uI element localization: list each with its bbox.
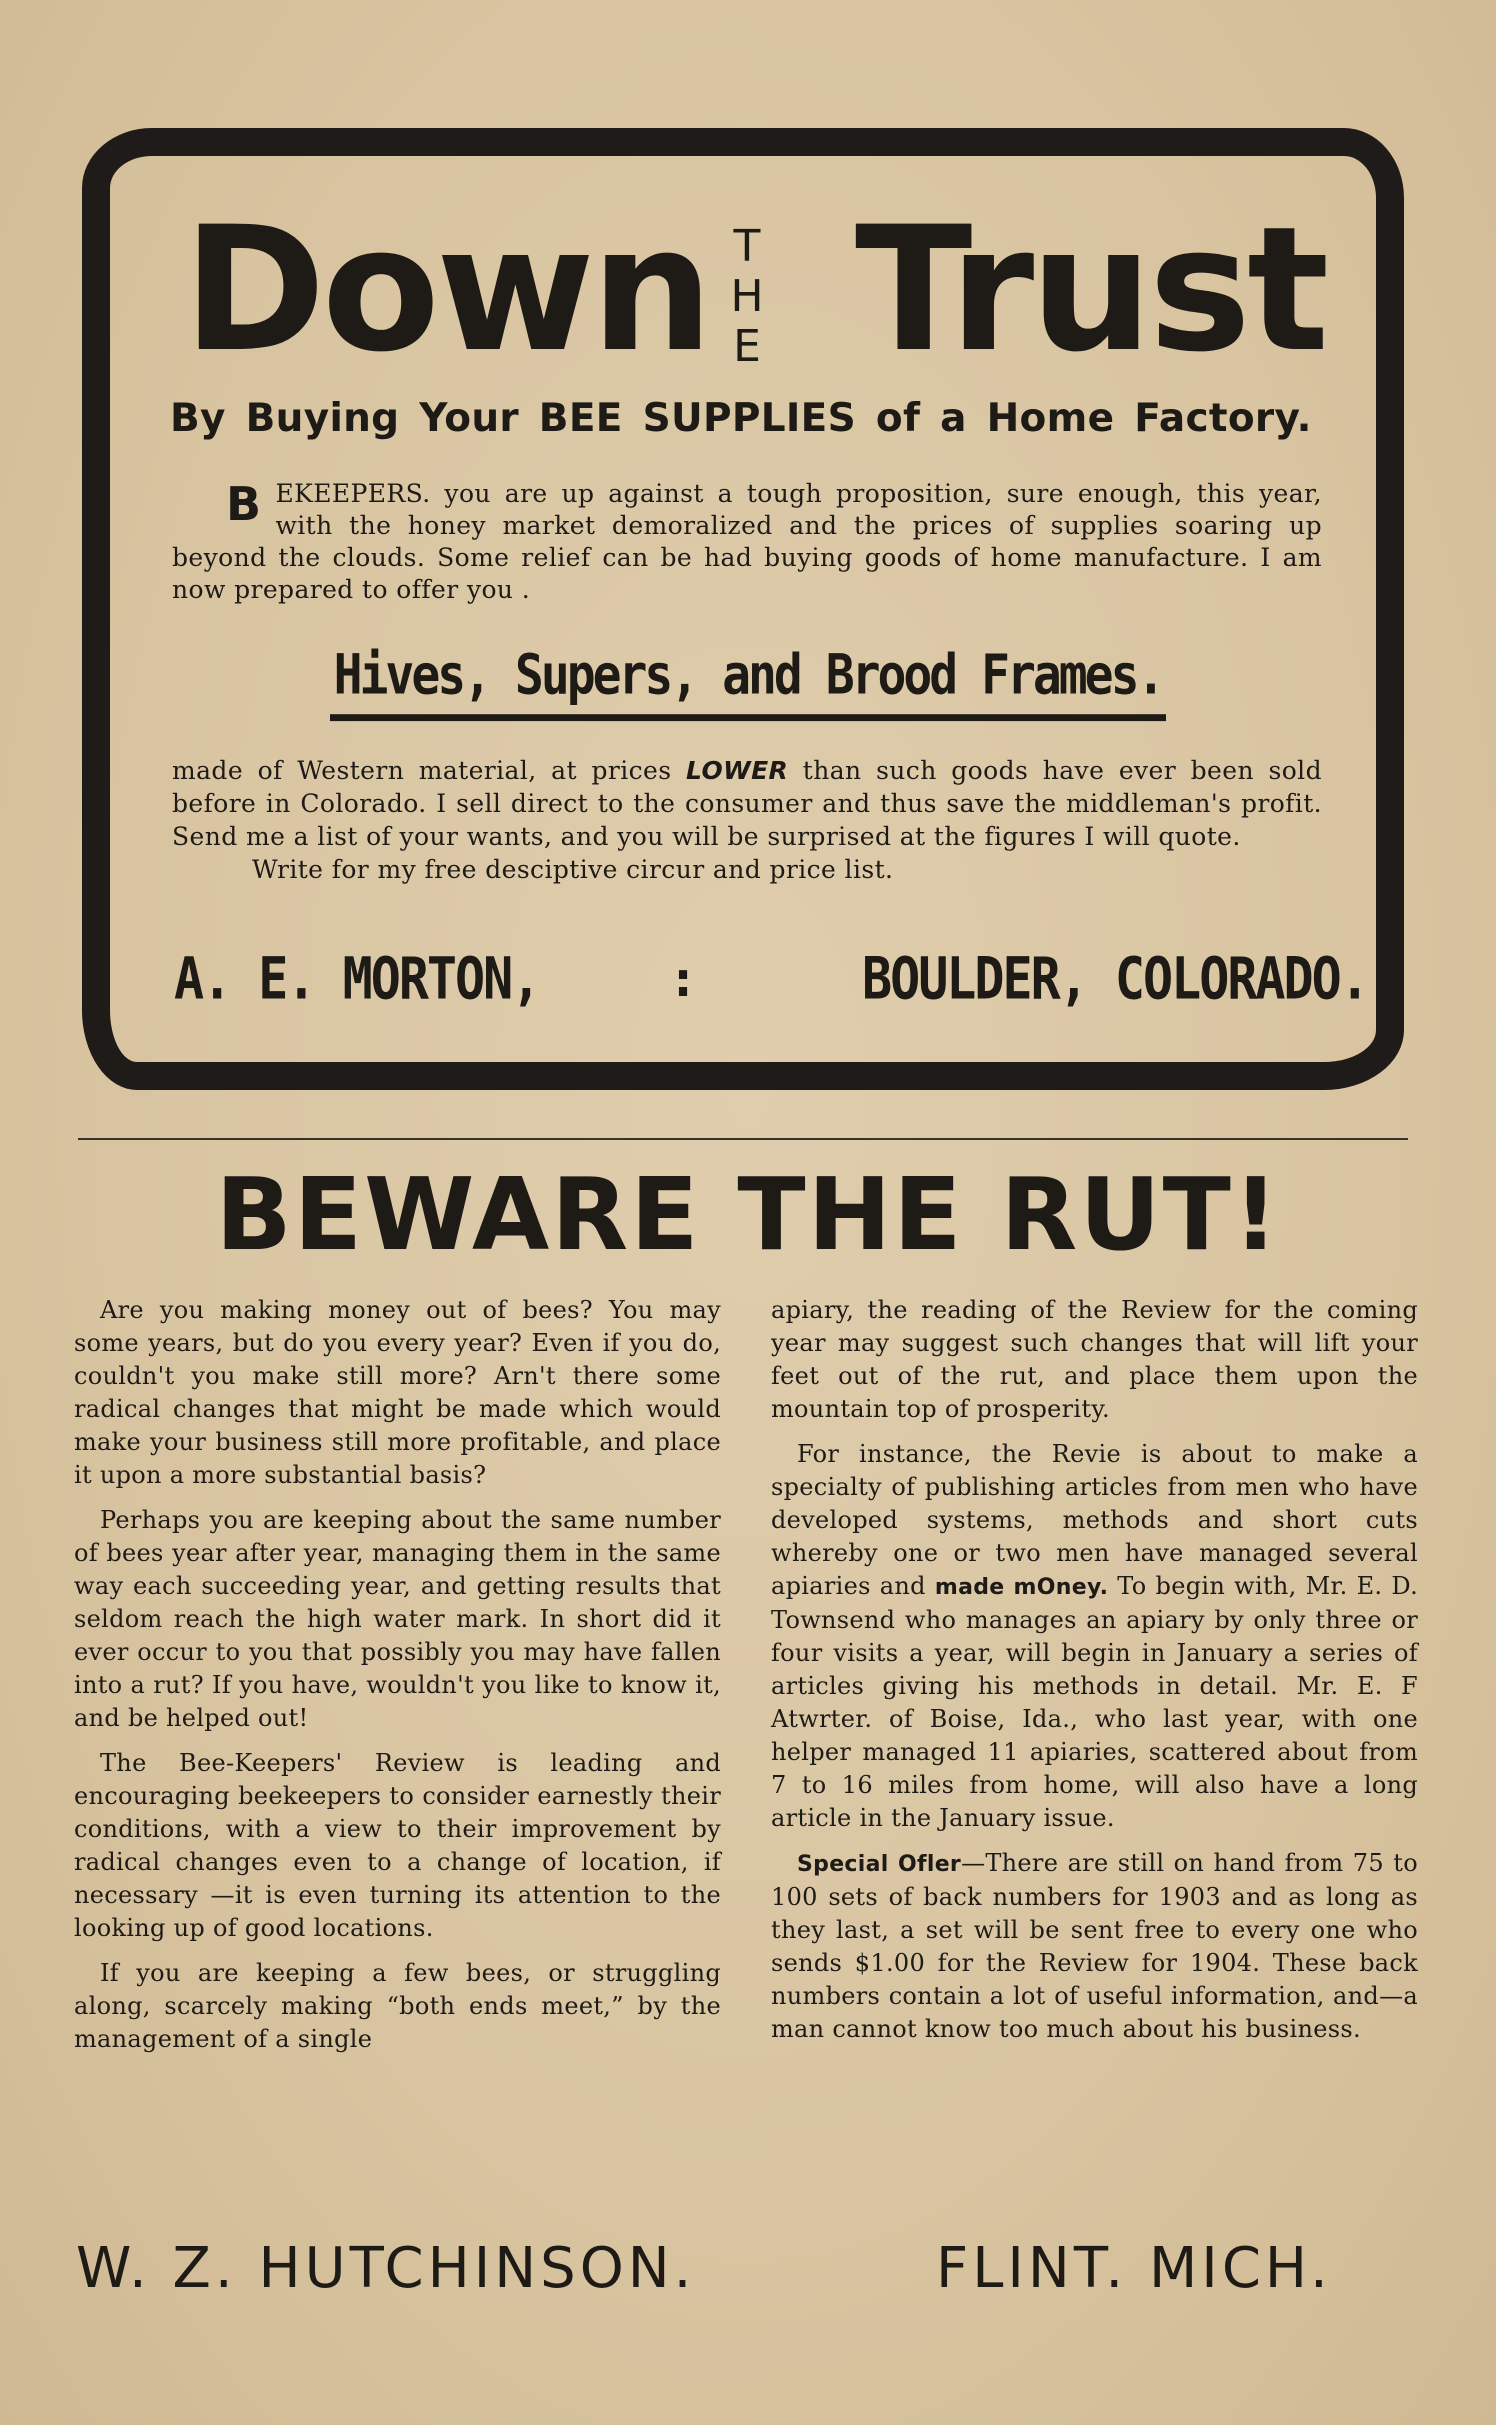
- article-headline: BEWARE THE RUT!: [215, 1156, 1281, 1273]
- signature-colon: :: [668, 950, 697, 1008]
- special-offer-label: Special Ofler: [797, 1852, 962, 1877]
- right-paragraph-continued: apiary, the reading of the Review for the coming year may suggest such changes that will lift your feet out of the rut, and place them upon the mountain top of prosperity.: [771, 1296, 1418, 1423]
- publisher-name: W. Z. HUTCHINSON.: [76, 2236, 696, 2301]
- headline-the: THE: [730, 221, 764, 372]
- left-paragraph-1: Are you making money out of bees? You may some years, but do you every year? Even if you do, couldn't you make still more? Arn't there some radical changes that might be made which would make your business still more profitable, and place it upon a more substantial basis?: [74, 1296, 721, 1489]
- headline-down: Down: [183, 189, 710, 390]
- right-p2-bold: made mOney.: [934, 1575, 1109, 1600]
- ad-signature: [0, 945, 1496, 1020]
- ad-intro-text: EKEEPERS. you are up against a tough proposition, sure enough, this year, with the honey market demoralized and the prices of supplies soaring up beyond the clouds. Some relief can be had buying goods of home manufacture. I am now prepared to offer you .: [172, 479, 1322, 604]
- left-column: [74, 1294, 721, 2068]
- ad-subtitle: By Buying Your BEE SUPPLIES of a Home Factory.: [170, 396, 1312, 441]
- ad-body-paragraph: [172, 754, 1322, 886]
- ad-body-emphasis: LOWER: [686, 756, 789, 785]
- headline-trust: Trust: [855, 189, 1326, 390]
- ad-intro-paragraph: [172, 478, 1322, 606]
- ad-closing-line: Write for my free desciptive circur and price list.: [252, 855, 894, 884]
- right-column: [771, 1294, 1418, 2058]
- left-paragraph-4: If you are keeping a few bees, or struggling along, scarcely making “both ends meet,” by the management of a single: [74, 1959, 721, 2053]
- advertiser-name: A. E. MORTON,: [174, 945, 540, 1013]
- ad-body-post: than such goods have ever been sold before in Colorado. I sell direct to the consumer and thus save the middleman's profit. Send me a list of your wants, and you will be surprised at the figures I will quote.: [172, 756, 1322, 851]
- right-p2-post: To begin with, Mr. E. D. Townsend who manages an apiary by only three or four visits a year, will begin in January a series of articles giving his methods in detail. Mr. E. F Atwrter. of Boise, Ida., who last year, with one helper managed 11 apiaries, scattered about from 7 to 16 miles from home, will also have a long article in the January issue.: [771, 1572, 1418, 1832]
- left-paragraph-3: The Bee-Keepers' Review is leading and encouraging beekeepers to consider earnestly their conditions, with a view to their improvement by radical changes even to a change of location, if necessary —it is even turning its attention to the looking up of good locations.: [74, 1749, 721, 1942]
- ad-body-pre: made of Western material, at prices: [172, 756, 672, 785]
- right-paragraph-2: [771, 1438, 1418, 1835]
- ad-products-heading: [0, 642, 1496, 716]
- publisher-location: FLINT. MICH.: [936, 2236, 1332, 2301]
- advertiser-location: BOULDER, COLORADO.: [862, 945, 1368, 1013]
- article-signature: [0, 2236, 1496, 2326]
- right-p2-pre: For instance, the Revie is about to make a specialty of publishing articles from men who have developed systems, methods and short cuts whereby one or two men have managed several apiaries and: [771, 1440, 1418, 1600]
- left-paragraph-2: Perhaps you are keeping about the same number of bees year after year, managing them in the same way each succeeding year, and getting results that seldom reach the high water mark. In short did it ever occur to you that possibly you may have fallen into a rut? If you have, wouldn't you like to know it, and be helped out!: [74, 1506, 721, 1732]
- article-columns: [74, 1294, 1420, 2194]
- special-offer-paragraph: [771, 1847, 1418, 2046]
- drop-cap: B: [226, 477, 262, 531]
- ad-headline: [0, 189, 1496, 390]
- divider-rule: [78, 1138, 1408, 1140]
- products-text: Hives, Supers, and Brood Frames.: [330, 643, 1167, 721]
- special-offer-text: —There are still on hand from 75 to 100 sets of back numbers for 1903 and as long as they last, a set will be sent free to every one who sends $1.00 for the Review for 1904. These back numbers contain a lot of useful information, and—a man cannot know too much about his business.: [771, 1849, 1418, 2043]
